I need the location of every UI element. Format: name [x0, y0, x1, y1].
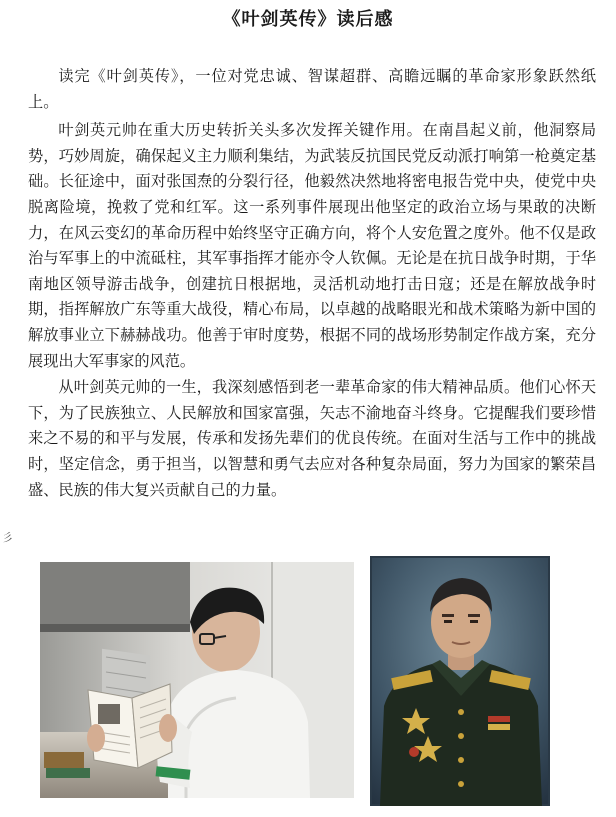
student-reading-photo	[40, 562, 354, 798]
edge-mark: 彡	[2, 531, 13, 544]
reading-photo-illustration	[40, 562, 354, 798]
document-title: 《叶剑英传》读后感	[222, 9, 394, 30]
paragraph-intro: 读完《叶剑英传》，一位对党忠诚、智谋超群、高瞻远瞩的革命家形象跃然纸上。	[28, 67, 596, 111]
document-body	[28, 64, 596, 503]
paragraph-history: 叶剑英元帅在重大历史转折关头多次发挥关键作用。在南昌起义前，他洞察局势，巧妙周旋，确保起义主力顺利集结，为武装反抗国民党反动派打响第一枪奠定基础。长征途中，面对张国焘的分裂行径，他毅然决然地将密电报告党中央，使党中央脱离险境，挽救了党和红军。这一系列事件展现出他坚定的政治立场与果敢的决断力，在风云变幻的革命历程中始终坚守正确方向，将个人安危置之度外。他不仅是政治与军事上的中流砥柱，其军事指挥才能亦令人钦佩。无论是在抗日战争时期，于华南地区领导游击战争，创建抗日根据地，灵活机动地打击日寇；还是在解放战争时期，指挥解放广东等重大战役，精心布局，以卓越的战略眼光和战术策略为新中国的解放事业立下赫赫战功。他善于审时度势，根据不同的战场形势制定作战方案，充分展现出大军事家的风范。	[28, 121, 596, 370]
portrait-illustration	[370, 556, 550, 806]
marshal-portrait-photo	[370, 556, 550, 806]
paragraph-reflection: 从叶剑英元帅的一生，我深刻感悟到老一辈革命家的伟大精神品质。他们心怀天下，为了民族独立、人民解放和国家富强，矢志不渝地奋斗终身。它提醒我们要珍惜来之不易的和平与发展，传承和发扬先辈们的优良传统。在面对生活与工作中的挑战时，坚定信念，勇于担当，以智慧和勇气去应对各种复杂局面，努力为国家的繁荣昌盛、民族的伟大复兴贡献自己的力量。	[28, 378, 596, 499]
